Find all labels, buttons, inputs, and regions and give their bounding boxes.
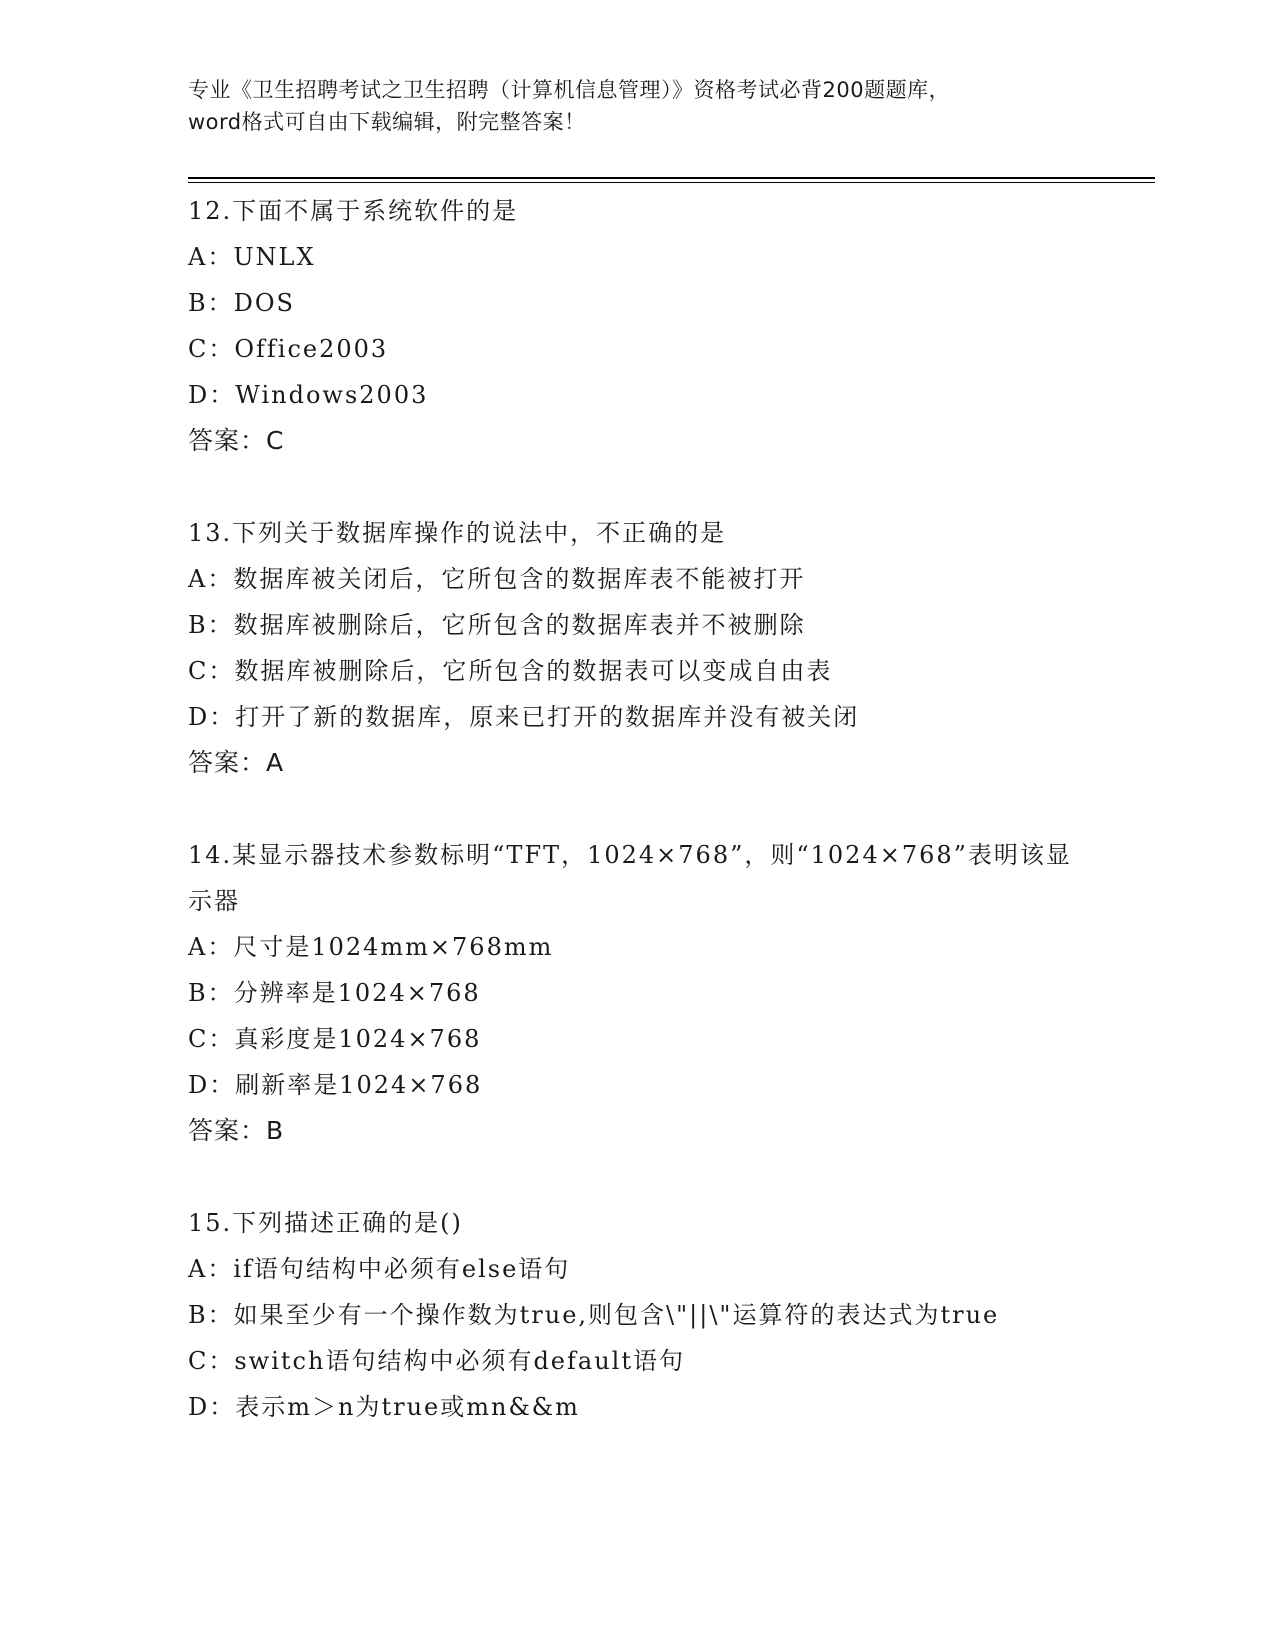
option-c: C：switch语句结构中必须有default语句 [188, 1347, 685, 1375]
header-line-1: 专业《卫生招聘考试之卫生招聘（计算机信息管理）》资格考试必背200题题库， [188, 78, 951, 102]
option-b: B：如果至少有一个操作数为true,则包含\"||\"运算符的表达式为true [188, 1301, 1000, 1329]
header-rule-thin [188, 182, 1155, 183]
question-stem: 14.某显示器技术参数标明“TFT，1024×768”，则“1024×768”表明该显示器 [188, 841, 1072, 915]
question-list [188, 188, 1088, 1476]
question-stem: 15.下列描述正确的是() [188, 1209, 463, 1237]
option-a: A：数据库被关闭后，它所包含的数据库表不能被打开 [188, 565, 806, 593]
question-item [188, 1200, 1088, 1430]
option-d: D：Windows2003 [188, 381, 429, 409]
option-b: B：数据库被删除后，它所包含的数据库表并不被删除 [188, 611, 806, 639]
option-d: D：表示m＞n为true或mn&&m [188, 1393, 580, 1421]
question-item [188, 832, 1088, 1154]
question-stem: 12.下面不属于系统软件的是 [188, 197, 519, 225]
header-line-2: word格式可自由下载编辑，附完整答案！ [188, 110, 586, 134]
question-item [188, 188, 1088, 464]
option-b: B：DOS [188, 289, 295, 317]
question-item [188, 510, 1088, 786]
option-a: A：if语句结构中必须有else语句 [188, 1255, 571, 1283]
option-c: C：数据库被删除后，它所包含的数据表可以变成自由表 [188, 657, 833, 685]
option-c: C：Office2003 [188, 335, 389, 363]
option-a: A：尺寸是1024mm×768mm [188, 933, 554, 961]
option-b: B：分辨率是1024×768 [188, 979, 481, 1007]
answer-line: 答案：B [188, 1116, 285, 1145]
option-c: C：真彩度是1024×768 [188, 1025, 482, 1053]
document-header [188, 74, 1068, 138]
option-a: A：UNLX [188, 243, 316, 271]
question-stem: 13.下列关于数据库操作的说法中，不正确的是 [188, 519, 727, 547]
header-rule-thick [188, 177, 1155, 179]
answer-line: 答案：C [188, 426, 285, 455]
answer-line: 答案：A [188, 748, 285, 777]
option-d: D：打开了新的数据库，原来已打开的数据库并没有被关闭 [188, 703, 860, 731]
option-d: D：刷新率是1024×768 [188, 1071, 483, 1099]
